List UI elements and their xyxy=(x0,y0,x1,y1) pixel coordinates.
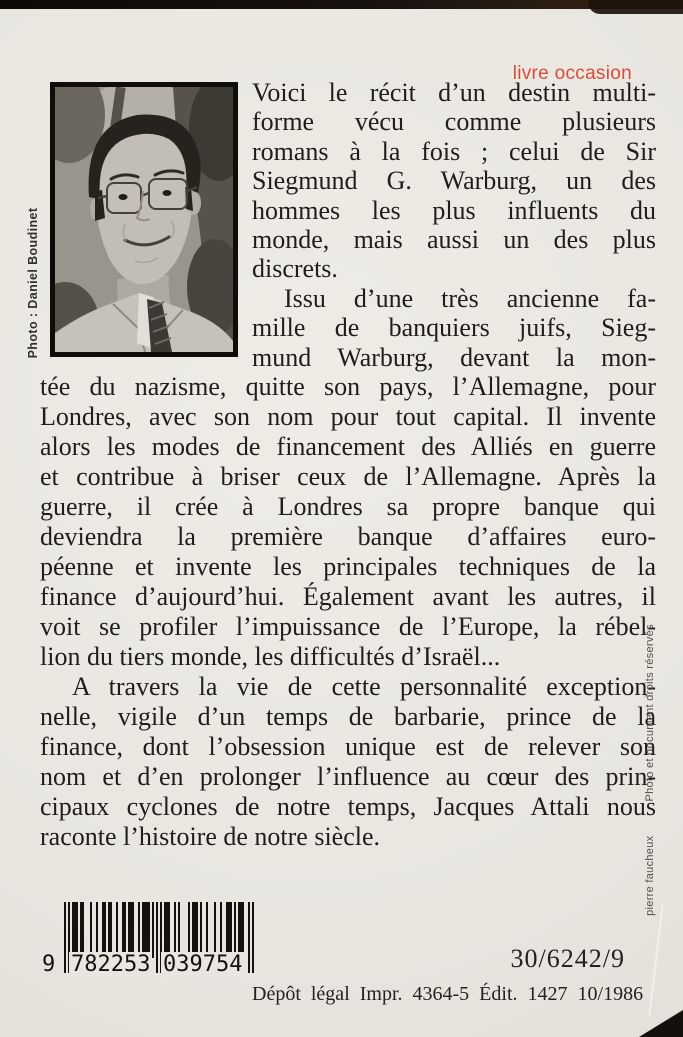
text-line: discrets. xyxy=(252,254,338,284)
photo-credit: Photo : Daniel Boudinet xyxy=(26,207,40,359)
rights-notice: Photo et document droits réservés xyxy=(644,624,656,802)
text-line: Voici le récit d’un destin multi- xyxy=(252,78,656,107)
text-line: finance d’aujourd’hui. Également avant les autres, il xyxy=(40,582,656,612)
text-line: Siegmund G. Warburg, un des xyxy=(252,166,656,196)
text-line: Issu d’une très ancienne fa- xyxy=(284,283,656,313)
blurb-text xyxy=(40,78,656,852)
text-line: lion du tiers monde, les difficultés d’Israël... xyxy=(40,642,501,672)
text-line: voit se profiler l’impuissance de l’Europe, la rébel- xyxy=(40,612,656,642)
text-line: forme vécu comme plusieurs xyxy=(252,107,656,137)
book-top-right-edge xyxy=(588,0,683,14)
design-credit xyxy=(644,624,656,916)
text-line: monde, mais aussi un des plus xyxy=(252,225,656,255)
text-line: guerre, il crée à Londres sa propre banque qui xyxy=(40,492,656,522)
barcode-digit-first: 9 xyxy=(42,952,56,977)
paper-crease xyxy=(648,905,663,1014)
seller-stamp: livre occasion xyxy=(512,63,632,84)
barcode-digits-right-group: 039754 xyxy=(163,952,243,977)
blurb-wide-column xyxy=(40,372,656,852)
text-line: finance, dont l’obsession unique est de relever son xyxy=(40,732,656,762)
depot-legal-line: Dépôt légal Impr. 4364-5 Édit. 1427 10/1986 xyxy=(252,983,644,1005)
barcode-bar xyxy=(252,902,254,973)
book-top-edge xyxy=(0,0,683,9)
text-line: et contribue à briser ceux de l’Allemagne. Après la xyxy=(40,462,656,492)
text-line: cipaux cyclones de notre temps, Jacques Attali nous xyxy=(40,792,656,822)
text-line: raconte l’histoire de notre siècle. xyxy=(40,822,381,852)
text-line: romans à la fois ; celui de Sir xyxy=(252,136,656,166)
text-line: nom et d’en prolonger l’influence au cœur des prin- xyxy=(40,762,656,792)
text-line: nelle, vigile d’un temps de barbarie, prince de la xyxy=(40,702,656,732)
text-line: A travers la vie de cette personnalité exception- xyxy=(72,672,656,702)
text-line: alors les modes de financement des Alliés en guerre xyxy=(40,432,656,462)
text-line: tée du nazisme, quitte son pays, l’Allemagne, pour xyxy=(40,372,656,402)
text-line: mund Warburg, devant la mon- xyxy=(252,342,656,372)
designer-name: pierre faucheux xyxy=(644,835,656,916)
blurb-narrow-column xyxy=(252,78,656,372)
edition-code: 30/6242/9 xyxy=(510,944,625,973)
text-line: mille de banquiers juifs, Sieg- xyxy=(252,313,656,343)
text-line: hommes les plus influents du xyxy=(252,195,656,225)
text-line: deviendra la première banque d’affaires euro- xyxy=(40,522,656,552)
barcode xyxy=(42,902,254,997)
barcode-digits-left-group: 782253 xyxy=(71,952,151,977)
text-line: Londres, avec son nom pour tout capital. Il invente xyxy=(40,402,656,432)
book-bottom-right-edge xyxy=(639,1010,683,1037)
text-line: péenne et invente les principales techniques de la xyxy=(40,552,656,582)
